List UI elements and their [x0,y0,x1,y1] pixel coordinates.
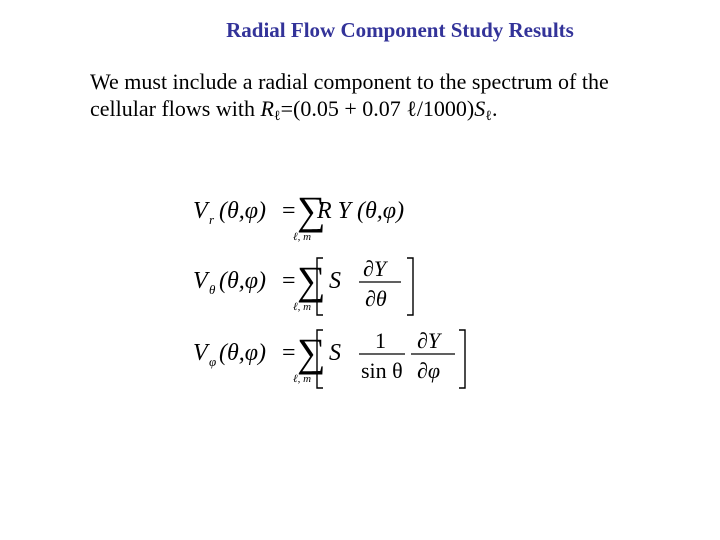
eq3-frac1-numerator: 1 [375,328,386,353]
radial-coefficient-formula: =(0.05 + 0.07 ℓ/1000) [280,96,475,121]
eq1-equals: = [282,198,296,224]
eq2-numerator: ∂Y [363,256,387,281]
eq2-coef: S [329,268,341,294]
slide-title: Radial Flow Component Study Results [226,18,574,42]
eq3-coef: S [329,340,341,366]
eq1-sum-icon: ∑ [297,188,326,233]
eq3-denominator: ∂φ [417,358,441,383]
body-text-end: . [491,96,498,121]
radial-coefficient-symbol: R [260,96,274,121]
poloidal-coefficient-subscript: ℓ [485,109,492,124]
equations-block [185,180,485,400]
eq1-args: (θ,φ) [219,198,267,224]
eq3-lhs-sub: φ [209,354,217,369]
eq1-lhs-var: V [193,198,208,224]
eq3-sum-icon: ∑ [297,330,326,375]
poloidal-coefficient-symbol: S [474,96,486,121]
body-text-line1: We must include a radial component to the spectrum of the [90,69,609,94]
eq2-args: (θ,φ) [219,268,267,294]
body-text-line2-prefix: cellular flows with [90,96,261,121]
eq2-right-bracket [407,258,413,315]
equation-vr [193,188,404,243]
eq3-args: (θ,φ) [219,340,267,366]
body-text [90,68,690,130]
eq3-lhs-var: V [193,340,208,366]
eq3-right-bracket [459,330,465,388]
eq3-sum-index: ℓ, m [293,373,312,385]
eq1-lhs-sub: r [209,212,215,227]
eq3-numerator: ∂Y [417,328,441,353]
equation-vphi [193,328,465,388]
eq2-lhs-var: V [193,268,208,294]
eq1-sum-index: ℓ, m [293,231,312,243]
eq2-sum-index: ℓ, m [293,301,312,313]
eq2-lhs-sub: θ [209,282,216,297]
eq3-equals: = [282,340,296,366]
eq2-sum-icon: ∑ [297,258,326,303]
eq3-frac1-denominator: sin θ [361,358,403,383]
eq2-equals: = [282,268,296,294]
radial-coefficient-subscript: ℓ [273,109,281,124]
eq1-rhs: R Y (θ,φ) [317,198,405,224]
eq2-denominator: ∂θ [365,286,387,311]
equation-vtheta [193,256,413,315]
